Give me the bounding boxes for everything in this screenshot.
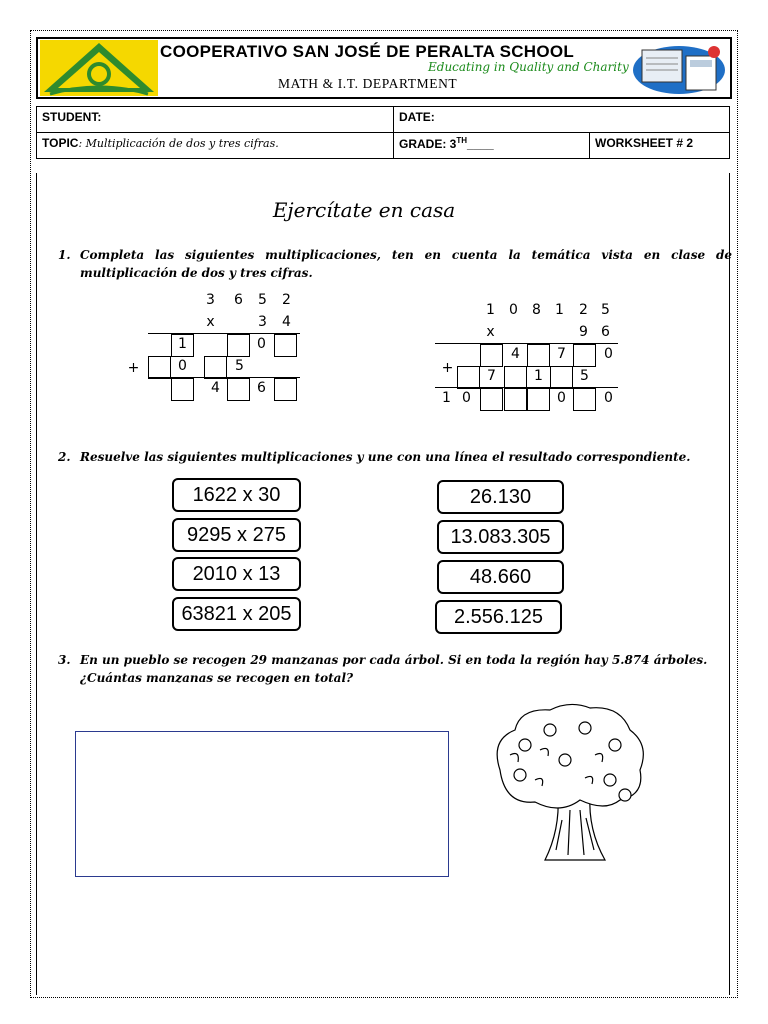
digit: 5	[601, 302, 610, 318]
answer-box[interactable]	[75, 731, 449, 877]
digit: 1	[486, 302, 495, 318]
answer-cell[interactable]	[274, 334, 297, 357]
student-field[interactable]	[37, 107, 394, 133]
question-1	[58, 246, 734, 286]
result-pill[interactable]: 48.660	[437, 560, 564, 594]
times-sign: x	[486, 324, 495, 340]
question-number: 2.	[58, 450, 71, 464]
worksheet-field	[590, 133, 730, 159]
school-name: COOPERATIVO SAN JOSÉ DE PERALTA SCHOOL	[160, 42, 575, 61]
digit: 9	[579, 324, 588, 340]
digit: 1	[555, 302, 564, 318]
answer-cell[interactable]	[480, 344, 503, 367]
answer-cell[interactable]	[550, 366, 573, 389]
plus-sign: +	[441, 360, 454, 376]
answer-cell[interactable]	[274, 378, 297, 401]
result-pill[interactable]: 2.556.125	[435, 600, 562, 634]
date-field[interactable]	[394, 107, 730, 133]
digit: 4	[282, 314, 291, 330]
result-pill[interactable]: 13.083.305	[437, 520, 564, 554]
times-sign: x	[206, 314, 215, 330]
digit: 3	[258, 314, 267, 330]
digit: 6	[601, 324, 610, 340]
school-logo	[40, 40, 158, 96]
answer-cell[interactable]	[573, 344, 596, 367]
digit: 0	[604, 346, 613, 362]
question-text: Resuelve las siguientes multiplicaciones y une con una línea el resultado correspondiente.	[80, 450, 691, 464]
grade-label: GRADE: 3	[399, 137, 457, 151]
answer-cell[interactable]	[204, 356, 227, 379]
digit: 0	[604, 390, 613, 406]
question-text: En un pueblo se recogen 29 manzanas por cada árbol. Si en toda la región hay 5.874 árboles. ¿Cuántas manzanas se recogen en total?	[80, 653, 708, 685]
question-3	[58, 651, 734, 691]
digit: 4	[211, 380, 220, 396]
digit: 0	[257, 336, 266, 352]
digit: 1	[442, 390, 451, 406]
student-info-table	[36, 106, 730, 159]
grade-sup: TH	[456, 136, 468, 145]
operation-pill[interactable]: 63821 x 205	[172, 597, 301, 631]
operation-pill[interactable]: 1622 x 30	[172, 478, 301, 512]
digit: 0	[462, 390, 471, 406]
digit: 1	[534, 368, 543, 384]
worksheet-label: WORKSHEET # 2	[595, 136, 694, 150]
digit: 0	[557, 390, 566, 406]
answer-cell[interactable]	[148, 356, 171, 379]
question-number: 1.	[58, 248, 71, 262]
digit: 6	[234, 292, 243, 308]
right-rule	[729, 173, 730, 995]
result-pill[interactable]: 26.130	[437, 480, 564, 514]
worksheet-title: Ejercítate en casa	[272, 198, 456, 222]
topic-value: : Multiplicación de dos y tres cifras.	[78, 137, 279, 150]
operation-pill[interactable]: 9295 x 275	[172, 518, 301, 552]
answer-cell[interactable]	[171, 378, 194, 401]
grade-blank: ____	[467, 137, 494, 151]
digit: 8	[532, 302, 541, 318]
answer-cell[interactable]	[480, 388, 503, 411]
digit: 2	[579, 302, 588, 318]
department-name: MATH & I.T. DEPARTMENT	[278, 76, 458, 91]
topic-label: TOPIC	[42, 136, 79, 150]
digit: 5	[580, 368, 589, 384]
operation-pill[interactable]: 2010 x 13	[172, 557, 301, 591]
topic-field	[37, 133, 394, 159]
calculator-clipart-icon	[630, 40, 728, 96]
digit: 1	[178, 336, 187, 352]
date-label: DATE:	[399, 110, 435, 124]
school-tagline: Educating in Quality and Charity	[428, 60, 629, 74]
digit: 7	[557, 346, 566, 362]
left-rule	[36, 173, 37, 995]
answer-cell[interactable]	[527, 344, 550, 367]
question-text: Completa las siguientes multiplicaciones, ten en cuenta la temática vista en clase de multiplicación de dos y tres cifras.	[80, 248, 732, 280]
answer-cell[interactable]	[227, 378, 250, 401]
answer-cell[interactable]	[227, 334, 250, 357]
digit: 0	[178, 358, 187, 374]
digit: 5	[235, 358, 244, 374]
apple-tree-icon	[490, 700, 650, 870]
grade-field[interactable]	[394, 133, 590, 159]
digit: 7	[487, 368, 496, 384]
answer-cell[interactable]	[504, 366, 527, 389]
student-label: STUDENT:	[42, 110, 102, 124]
digit: 3	[206, 292, 215, 308]
answer-cell[interactable]	[527, 388, 550, 411]
question-2	[58, 448, 734, 468]
digit: 5	[258, 292, 267, 308]
digit: 4	[511, 346, 520, 362]
answer-cell[interactable]	[573, 388, 596, 411]
answer-cell[interactable]	[457, 366, 480, 389]
question-number: 3.	[58, 653, 71, 667]
digit: 6	[257, 380, 266, 396]
plus-sign: +	[127, 360, 140, 376]
digit: 2	[282, 292, 291, 308]
digit: 0	[509, 302, 518, 318]
answer-cell[interactable]	[504, 388, 527, 411]
